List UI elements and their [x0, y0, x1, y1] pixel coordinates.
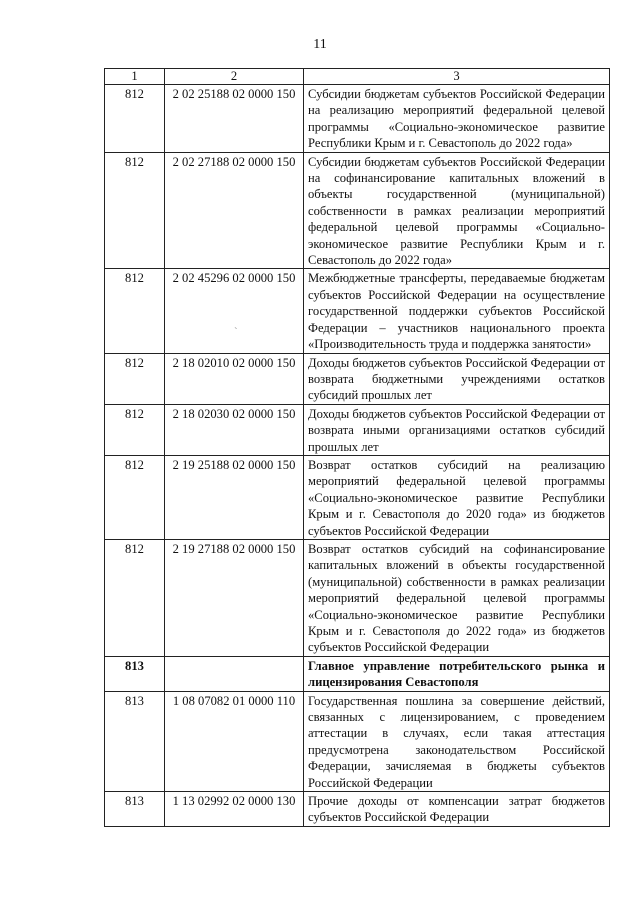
revenue-description-cell: Государственная пошлина за совершение действий, связанных с лицензированием, с проведением аттестации в случаях, если такая аттестация предусмотрена законодательством Российской Федерации, зачисляемая в бюджеты субъектов Российской Федерации	[304, 691, 610, 791]
admin-code-cell: 812	[105, 539, 165, 656]
revenue-code-cell	[165, 656, 304, 691]
table-header-row	[105, 69, 610, 85]
admin-code-cell: 812	[105, 404, 165, 455]
table-row	[105, 691, 610, 791]
revenue-code-cell: 1 13 02992 02 0000 130	[165, 792, 304, 827]
table-row	[105, 269, 610, 353]
header-col-1: 1	[105, 69, 165, 85]
revenue-code-cell: 2 18 02030 02 0000 150	[165, 404, 304, 455]
table-row	[105, 152, 610, 269]
revenue-description-cell: Межбюджетные трансферты, передаваемые бюджетам субъектов Российской Федерации на осуществление государственной поддержки субъектов Российской Федерации – участников национального проекта «Производительность труда и поддержка занятости»	[304, 269, 610, 353]
revenue-code-cell: 2 19 25188 02 0000 150	[165, 455, 304, 539]
admin-code-cell: 813	[105, 656, 165, 691]
revenue-code-cell: 2 19 27188 02 0000 150	[165, 539, 304, 656]
admin-code-cell: 812	[105, 353, 165, 404]
revenue-description-cell: Прочие доходы от компенсации затрат бюджетов субъектов Российской Федерации	[304, 792, 610, 827]
revenue-code-cell: 2 02 25188 02 0000 150	[165, 85, 304, 153]
table-row	[105, 792, 610, 827]
admin-code-cell: 812	[105, 152, 165, 269]
revenue-description-cell: Доходы бюджетов субъектов Российской Федерации от возврата иными организациями остатков субсидий прошлых лет	[304, 404, 610, 455]
table-row	[105, 404, 610, 455]
revenue-description-cell: Возврат остатков субсидий на реализацию мероприятий федеральной целевой программы «Социально-экономическое развитие Республики Крым и г. Севастополя до 2020 года» из бюджетов субъектов Российской Федерации	[304, 455, 610, 539]
header-col-2: 2	[165, 69, 304, 85]
revenue-description-cell: Субсидии бюджетам субъектов Российской Федерации на реализацию мероприятий федеральной целевой программы «Социально-экономическое развитие Республики Крым и г. Севастополь до 2022 года»	[304, 85, 610, 153]
table-body	[105, 69, 610, 827]
revenue-code-cell: 2 02 27188 02 0000 150	[165, 152, 304, 269]
revenue-description-cell: Субсидии бюджетам субъектов Российской Федерации на софинансирование капитальных вложений в объекты государственной (муниципальной) собственности в рамках реализации мероприятий федеральной целевой программы «Социально-экономическое развитие Республики Крым и г. Севастополь до 2022 года»	[304, 152, 610, 269]
header-col-3: 3	[304, 69, 610, 85]
revenue-description-cell: Возврат остатков субсидий на софинансирование капитальных вложений в объекты государственной (муниципальной) собственности в рамках реализации мероприятий федеральной целевой программы «Социально-экономическое развитие Республики Крым и г. Севастополя до 2022 года» из бюджетов субъектов Российской Федерации	[304, 539, 610, 656]
admin-code-cell: 812	[105, 85, 165, 153]
table-row	[105, 455, 610, 539]
admin-code-cell: 813	[105, 792, 165, 827]
table-row	[105, 353, 610, 404]
revenue-code-cell: 1 08 07082 01 0000 110	[165, 691, 304, 791]
page-number: 11	[313, 37, 327, 52]
revenue-description-cell: Главное управление потребительского рынка и лицензирования Севастополя	[304, 656, 610, 691]
table-row	[105, 85, 610, 153]
admin-code-cell: 812	[105, 455, 165, 539]
scan-speck: ˋ	[234, 326, 238, 338]
revenue-code-cell: 2 02 45296 02 0000 150	[165, 269, 304, 353]
revenue-code-cell: 2 18 02010 02 0000 150	[165, 353, 304, 404]
admin-code-cell: 813	[105, 691, 165, 791]
table-row	[105, 656, 610, 691]
revenue-codes-table	[104, 68, 610, 827]
revenue-description-cell: Доходы бюджетов субъектов Российской Федерации от возврата бюджетными учреждениями остатков субсидий прошлых лет	[304, 353, 610, 404]
admin-code-cell: 812	[105, 269, 165, 353]
table-row	[105, 539, 610, 656]
